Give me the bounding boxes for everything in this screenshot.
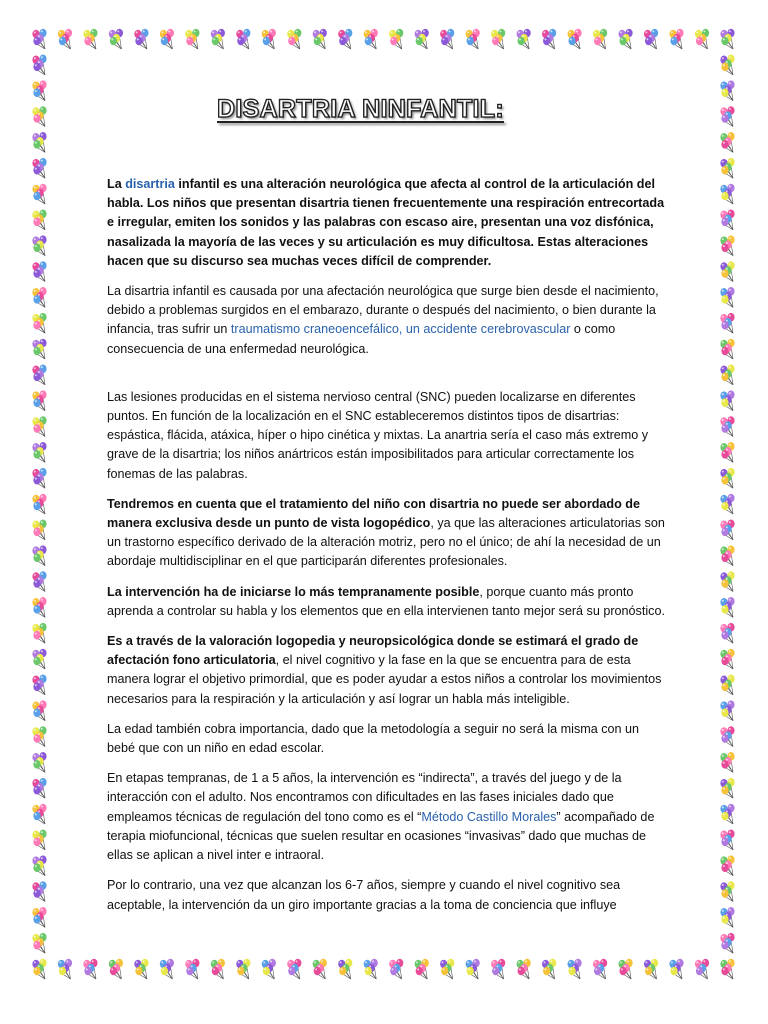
balloon-bunch-icon (389, 29, 403, 49)
paragraph-1 (107, 175, 667, 271)
paragraph-5 (107, 583, 667, 621)
balloon-bunch-icon (32, 494, 46, 514)
balloon-bunch-icon (720, 365, 734, 385)
balloon-bunch-icon (134, 29, 148, 49)
balloon-bunch-icon (720, 649, 734, 669)
balloon-bunch-icon (720, 571, 734, 591)
text-segment: , porque cuanto más pronto aprenda a controlar su habla y los elementos que en ella intervienen tanto mejor será su pronóstico. (107, 584, 665, 618)
balloon-bunch-icon (287, 29, 301, 49)
balloon-bunch-icon (720, 855, 734, 875)
balloon-bunch-icon (32, 675, 46, 695)
paragraph-6 (107, 632, 667, 709)
balloon-bunch-icon (32, 390, 46, 410)
balloon-bunch-icon (720, 675, 734, 695)
balloon-bunch-icon (32, 184, 46, 204)
balloon-bunch-icon (134, 959, 148, 979)
balloon-bunch-icon (32, 287, 46, 307)
balloon-bunch-icon (720, 520, 734, 540)
balloon-bunch-icon (32, 442, 46, 462)
balloon-bunch-icon (32, 830, 46, 850)
balloon-bunch-icon (720, 287, 734, 307)
balloon-bunch-icon (720, 830, 734, 850)
balloon-bunch-icon (32, 468, 46, 488)
balloon-bunch-icon (32, 235, 46, 255)
paragraph-4 (107, 495, 667, 572)
balloon-bunch-icon (32, 804, 46, 824)
balloon-bunch-icon (720, 726, 734, 746)
balloon-bunch-icon (32, 261, 46, 281)
paragraph-2 (107, 282, 667, 359)
balloon-bunch-icon (568, 959, 582, 979)
balloon-bunch-icon (720, 442, 734, 462)
balloon-bunch-icon (720, 80, 734, 100)
text-segment: , el nivel cognitivo y la fase en la que se encuentra para de esta manera lograr el objetivo primordial, que es poder ayudar a estos niños a controlar los movimientos necesarios para la respiración y la articulación y así lograr un habla más inteligible. (107, 653, 662, 706)
balloon-bunch-icon (720, 261, 734, 281)
balloon-bunch-icon (593, 959, 607, 979)
balloon-bunch-icon (720, 907, 734, 927)
text-segment: La edad también cobra importancia, dado que la metodología a seguir no será la misma con un bebé que con un niño en edad escolar. (107, 721, 640, 756)
balloon-bunch-icon (109, 959, 123, 979)
balloon-bunch-icon (338, 959, 352, 979)
balloon-bunch-icon (720, 959, 734, 979)
balloon-bunch-icon (32, 55, 46, 75)
balloon-bunch-icon (32, 339, 46, 359)
balloon-bunch-icon (720, 313, 734, 333)
balloon-bunch-icon (593, 29, 607, 49)
balloon-bunch-icon (720, 752, 734, 772)
balloon-bunch-icon (32, 545, 46, 565)
balloon-bunch-icon (32, 571, 46, 591)
text-segment: La disartria infantil es causada por una afectación neurológica que surge bien desde el nacimiento, debido a problemas surgidos en el embarazo, durante o después del nacimiento, o bien durante la infancia, tras sufrir un (107, 284, 659, 337)
balloon-bunch-icon (720, 597, 734, 617)
paragraph-7 (107, 720, 667, 758)
inline-link[interactable]: disartria (125, 177, 175, 191)
balloon-bunch-icon (32, 29, 46, 49)
text-segment: Por lo contrario, una vez que alcanzan los 6-7 años, siempre y cuando el nivel cognitivo sea aceptable, la intervención da un giro importante gracias a la toma de conciencia que influye (107, 878, 621, 912)
balloon-bunch-icon (211, 959, 225, 979)
balloon-bunch-icon (287, 959, 301, 979)
balloon-bunch-icon (32, 778, 46, 798)
balloon-bunch-icon (32, 80, 46, 100)
balloon-bunch-icon (32, 106, 46, 126)
balloon-bunch-icon (262, 29, 276, 49)
balloon-bunch-icon (83, 29, 97, 49)
paragraph-9 (107, 876, 667, 914)
text-segment: La (107, 177, 126, 191)
paragraph-8 (107, 769, 667, 865)
inline-link[interactable]: traumatismo craneoencefálico, un accidente cerebrovascular (230, 322, 571, 337)
balloon-bunch-icon (58, 959, 72, 979)
text-segment: En etapas tempranas, de 1 a 5 años, la intervención es “indirecta”, a través del juego y de la interacción con el adulto. Nos encontramos con dificultades en las fases iniciales dado que empleamos técnicas de regulación del tono como es el “ (107, 771, 622, 824)
balloon-bunch-icon (32, 959, 46, 979)
balloon-bunch-icon (32, 726, 46, 746)
balloon-bunch-icon (364, 959, 378, 979)
balloon-bunch-icon (32, 158, 46, 178)
inline-link[interactable]: Método Castillo Morales (421, 809, 557, 824)
balloon-bunch-icon (32, 881, 46, 901)
balloon-bunch-icon (32, 597, 46, 617)
balloon-bunch-icon (720, 804, 734, 824)
balloon-bunch-icon (389, 959, 403, 979)
balloon-bunch-icon (32, 907, 46, 927)
balloon-bunch-icon (32, 132, 46, 152)
balloon-bunch-icon (466, 959, 480, 979)
balloon-bunch-icon (32, 313, 46, 333)
balloon-bunch-icon (669, 29, 683, 49)
balloon-bunch-icon (695, 959, 709, 979)
balloon-bunch-icon (644, 959, 658, 979)
balloon-bunch-icon (109, 29, 123, 49)
balloon-bunch-icon (669, 959, 683, 979)
paragraph-3 (107, 388, 667, 484)
balloon-bunch-icon (440, 959, 454, 979)
balloon-bunch-icon (491, 29, 505, 49)
balloon-bunch-icon (517, 29, 531, 49)
balloon-bunch-icon (32, 520, 46, 540)
balloon-bunch-icon (160, 29, 174, 49)
balloon-bunch-icon (542, 29, 556, 49)
balloon-bunch-icon (338, 29, 352, 49)
balloon-bunch-icon (720, 933, 734, 953)
balloon-bunch-icon (720, 545, 734, 565)
balloon-bunch-icon (32, 623, 46, 643)
text-segment: La intervención ha de iniciarse lo más tempranamente posible (107, 584, 480, 599)
balloon-bunch-icon (720, 132, 734, 152)
balloon-bunch-icon (720, 468, 734, 488)
balloon-bunch-icon (720, 339, 734, 359)
balloon-bunch-icon (644, 29, 658, 49)
balloon-bunch-icon (720, 106, 734, 126)
balloon-bunch-icon (618, 29, 632, 49)
balloon-bunch-icon (32, 700, 46, 720)
balloon-bunch-icon (313, 959, 327, 979)
balloon-bunch-icon (466, 29, 480, 49)
balloon-bunch-icon (720, 623, 734, 643)
balloon-bunch-icon (236, 959, 250, 979)
balloon-bunch-icon (720, 700, 734, 720)
balloon-bunch-icon (32, 416, 46, 436)
balloon-bunch-icon (720, 210, 734, 230)
balloon-bunch-icon (185, 959, 199, 979)
balloon-bunch-icon (720, 881, 734, 901)
balloon-bunch-icon (364, 29, 378, 49)
balloon-bunch-icon (720, 55, 734, 75)
balloon-bunch-icon (58, 29, 72, 49)
balloon-bunch-icon (236, 29, 250, 49)
balloon-bunch-icon (720, 416, 734, 436)
balloon-bunch-icon (695, 29, 709, 49)
balloon-bunch-icon (211, 29, 225, 49)
balloon-bunch-icon (32, 752, 46, 772)
balloon-bunch-icon (160, 959, 174, 979)
document-page (107, 95, 667, 912)
balloon-bunch-icon (262, 959, 276, 979)
balloon-bunch-icon (32, 210, 46, 230)
balloon-bunch-icon (32, 855, 46, 875)
balloon-bunch-icon (568, 29, 582, 49)
balloon-bunch-icon (440, 29, 454, 49)
balloon-bunch-icon (517, 959, 531, 979)
text-segment: Las lesiones producidas en el sistema nervioso central (SNC) pueden localizarse en diferentes puntos. En función de la localización en el SNC estableceremos distintos tipos de disartrias: espástica, flácida, atáxica, híper o hipo cinética y mixtas. La anartria sería el caso más extremo y grave de la disartria; los niños anártricos están imposibilitados para articular correctamente los fonemas de las palabras. (107, 389, 649, 481)
text-segment: infantil es una alteración neurológica que afecta al control de la articulación del habla. Los niños que presentan disartria tienen frecuentemente una respiración entrecortada e irregular, emiten los sonidos y las palabras con escaso aire, presentan una voz disfónica, nasalizada la mayoría de las veces y su articulación es muy dificultosa. Estas alteraciones hacen que su discurso sea muchas veces difícil de comprender. (107, 177, 665, 268)
balloon-bunch-icon (720, 778, 734, 798)
balloon-bunch-icon (415, 959, 429, 979)
text-segment: Es a través de la valoración logopedia y neuropsicológica donde se estimará el grado de afectación fono articulatoria (107, 634, 639, 668)
balloon-bunch-icon (313, 29, 327, 49)
text-segment: o como consecuencia de una enfermedad neurológica. (107, 322, 616, 356)
balloon-bunch-icon (542, 959, 556, 979)
balloon-bunch-icon (720, 494, 734, 514)
balloon-bunch-icon (415, 29, 429, 49)
balloon-bunch-icon (720, 29, 734, 49)
balloon-bunch-icon (720, 158, 734, 178)
balloon-bunch-icon (83, 959, 97, 979)
balloon-bunch-icon (720, 390, 734, 410)
balloon-bunch-icon (32, 649, 46, 669)
balloon-bunch-icon (185, 29, 199, 49)
balloon-bunch-icon (32, 933, 46, 953)
balloon-bunch-icon (32, 365, 46, 385)
document-body (107, 175, 667, 926)
balloon-bunch-icon (720, 235, 734, 255)
document-title: DISARTRIA NINFANTIL: (217, 95, 504, 123)
text-segment: Tendremos en cuenta que el tratamiento del niño con disartria no puede ser abordado de manera exclusiva desde un punto de vista logopédico (107, 496, 641, 531)
text-segment: , ya que las alteraciones articulatorias son un trastorno específico derivado de la alteración motriz, pero no el único; de ahí la necesidad de un abordaje multidisciplinar en el que participarán diferentes profesionales. (107, 516, 665, 569)
balloon-bunch-icon (491, 959, 505, 979)
balloon-bunch-icon (618, 959, 632, 979)
balloon-bunch-icon (720, 184, 734, 204)
text-segment: ” acompañado de terapia miofuncional, técnicas que suelen resultar en ocasiones “invasivas” dado que muchas de ellas se aplican a nivel inter e intraoral. (107, 809, 655, 863)
